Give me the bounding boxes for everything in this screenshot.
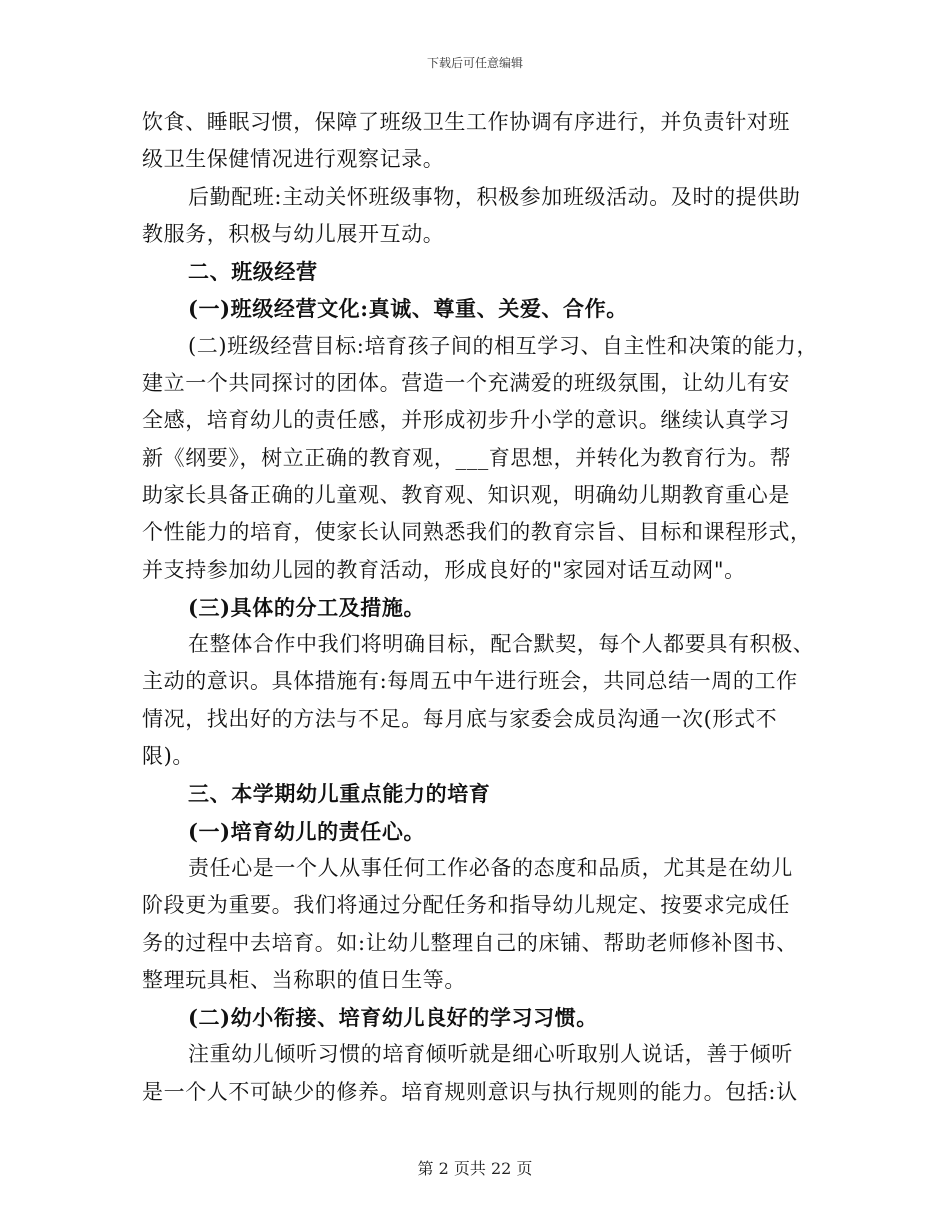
page-footer: 第 2 页共 22 页 [417,1159,533,1178]
text-line: 限)。 [142,744,194,769]
section-heading: (一)班级经营文化:真诚、尊重、关爱、合作。 [188,296,628,322]
page-header: 下载后可任意编辑 [426,56,523,70]
text-line: 整理玩具柜、当称职的值日生等。 [142,967,466,992]
text-line: 新《纲要》，树立正确的教育观，___育思想，并转化为教育行为。帮 [142,445,792,470]
text-line: 建立一个共同探讨的团体。营造一个充满爱的班级氛围，让幼儿有安 [142,371,790,396]
section-heading: 二、班级经营 [188,259,318,285]
text-line: 责任心是一个人从事任何工作必备的态度和品质，尤其是在幼儿 [188,855,793,880]
text-line: 主动的意识。具体措施有:每周五中午进行班会，共同总结一周的工作 [142,669,798,694]
text-line: 全感，培育幼儿的责任感，并形成初步升小学的意识。继续认真学习 [142,408,790,433]
document-body [142,104,822,1111]
text-line: 后勤配班:主动关怀班级事物，积极参加班级活动。及时的提供助 [188,184,801,209]
text-line: 助家长具备正确的儿童观、教育观、知识观，明确幼儿期教育重心是 [142,482,790,507]
text-line: 个性能力的培育，使家长认同熟悉我们的教育宗旨、目标和课程形式， [142,520,812,545]
text-line: 饮食、睡眠习惯，保障了班级卫生工作协调有序进行，并负责针对班 [142,110,790,134]
text-line: 务的过程中去培育。如:让幼儿整理自己的床铺、帮助老师修补图书、 [142,930,798,955]
section-heading: 三、本学期幼儿重点能力的培育 [188,781,491,807]
section-heading: (三)具体的分工及措施。 [188,594,426,620]
text-line: 是一个人不可缺少的修养。培育规则意识与执行规则的能力。包括:认 [142,1079,798,1104]
text-line: 注重幼儿倾听习惯的培育倾听就是细心听取别人说话，善于倾听 [188,1042,793,1067]
text-line: 阶段更为重要。我们将通过分配任务和指导幼儿规定、按要求完成任 [142,893,790,918]
section-heading: (一)培育幼儿的责任心。 [188,818,426,844]
text-line: 教服务，积极与幼儿展开互动。 [142,221,445,246]
text-line: 并支持参加幼儿园的教育活动，形成良好的"家园对话互动网"。 [142,557,746,582]
text-line: 级卫生保健情况进行观察记录。 [142,147,445,172]
text-line: 情况，找出好的方法与不足。每月底与家委会成员沟通一次(形式不 [142,706,778,731]
section-heading: (二)幼小衔接、培育幼儿良好的学习习惯。 [188,1005,598,1031]
text-line: (二)班级经营目标:培育孩子间的相互学习、自主性和决策的能力， [188,333,819,358]
text-line: 在整体合作中我们将明确目标，配合默契，每个人都要具有积极、 [188,632,815,657]
